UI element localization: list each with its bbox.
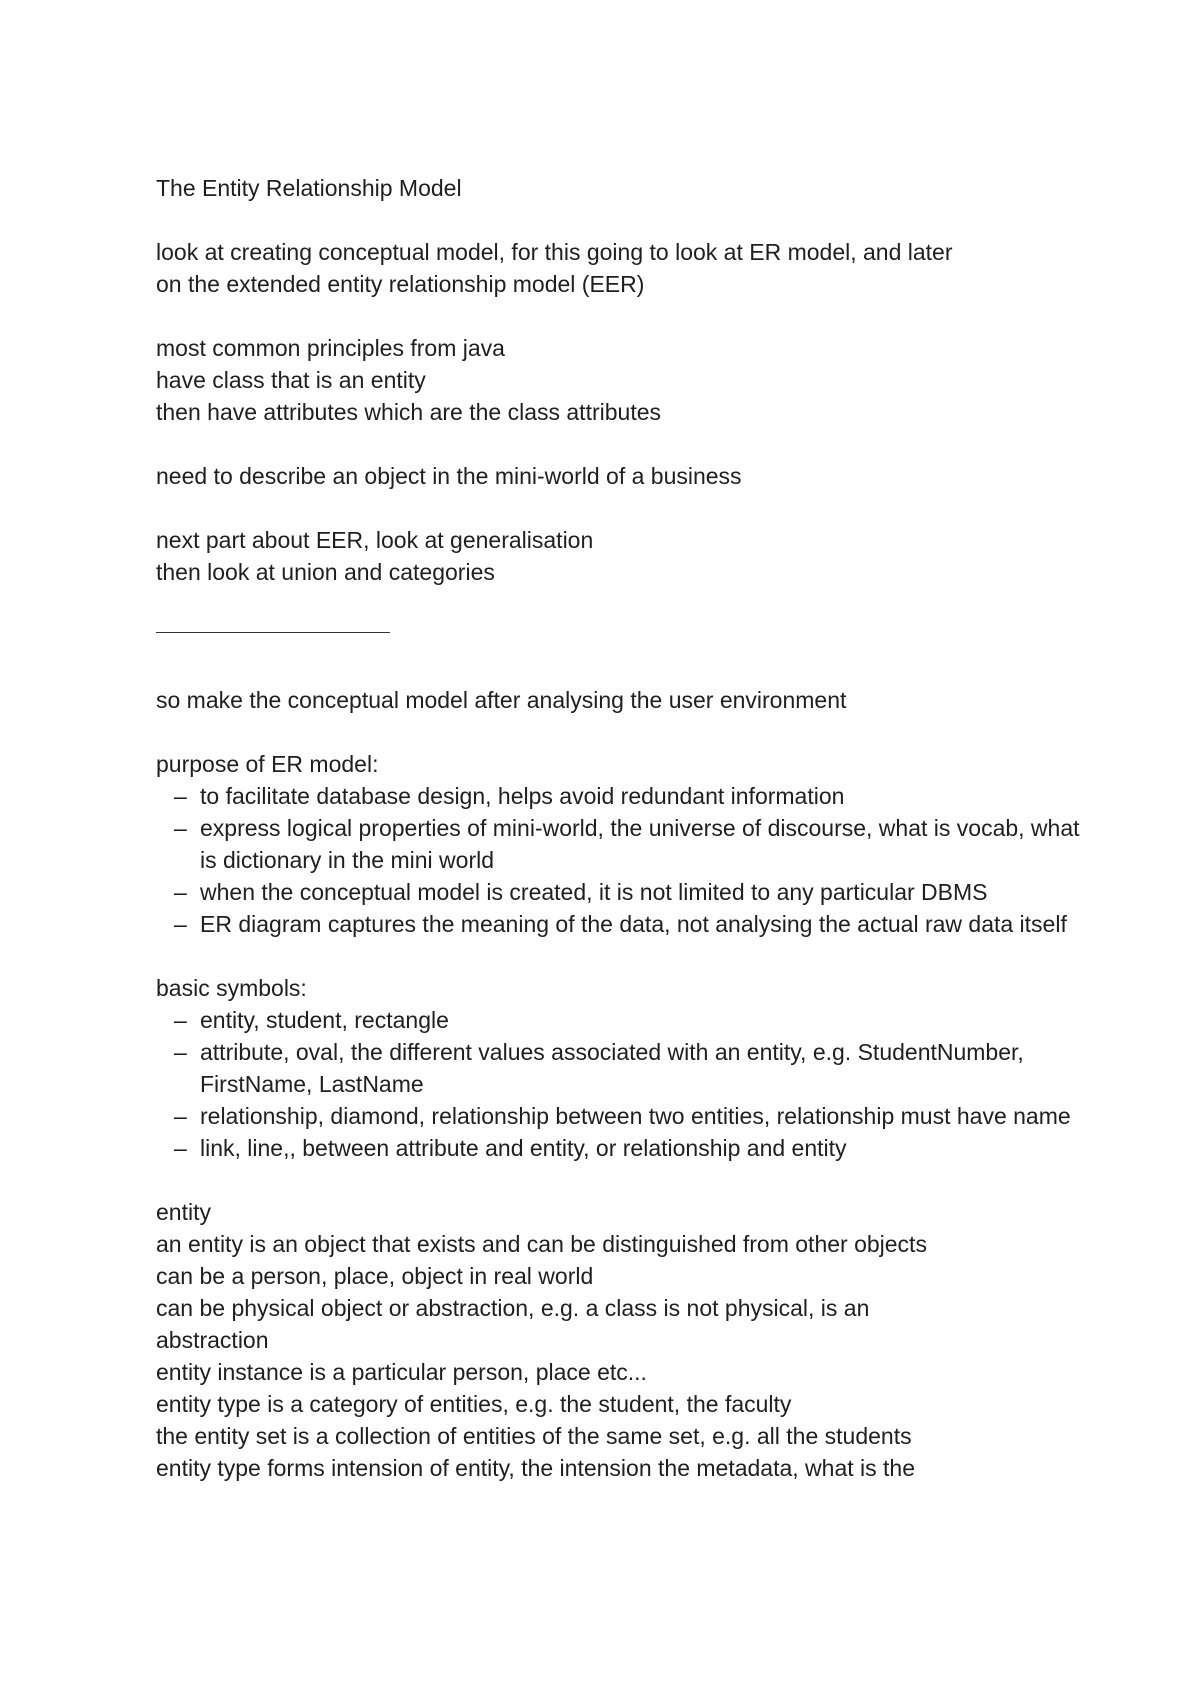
list-item-text: relationship, diamond, relationship between two entities, relationship must have name (200, 1103, 1071, 1129)
spacer (156, 1164, 1050, 1196)
spacer (156, 204, 1050, 236)
entity-line: entity type forms intension of entity, the intension the metadata, what is the (156, 1455, 915, 1481)
purpose-list (156, 780, 1080, 940)
java-principles-line: most common principles from java (156, 335, 505, 361)
list-item (156, 1100, 1090, 1132)
list-item-text: link, line,, between attribute and entity, or relationship and entity (200, 1135, 847, 1161)
java-principles-line: have class that is an entity (156, 367, 426, 393)
dash-marker: – (174, 1135, 187, 1161)
dash-marker: – (174, 815, 187, 841)
entity-line: abstraction (156, 1327, 269, 1353)
spacer (156, 300, 1050, 332)
list-item-text: when the conceptual model is created, it is not limited to any particular DBMS (200, 879, 988, 905)
describe-line: need to describe an object in the mini-world of a business (156, 463, 742, 489)
dash-marker: – (174, 1007, 187, 1033)
list-item-text: attribute, oval, the different values associated with an entity, e.g. StudentNumber, FirstName, LastName (200, 1039, 1024, 1097)
spacer (156, 492, 1050, 524)
spacer (156, 940, 1050, 972)
dash-marker: – (174, 911, 187, 937)
intro-line: on the extended entity relationship model (EER) (156, 271, 645, 297)
symbols-section (156, 972, 1071, 1164)
dash-marker: – (174, 879, 187, 905)
list-item (156, 1132, 1090, 1164)
list-item (156, 1004, 1090, 1036)
list-item-text: ER diagram captures the meaning of the data, not analysing the actual raw data itself (200, 911, 1067, 937)
intro-paragraph (156, 236, 1050, 300)
list-item (156, 908, 1090, 940)
dash-marker: – (174, 1039, 187, 1065)
list-item-text: to facilitate database design, helps avoid redundant information (200, 783, 845, 809)
entity-line: entity instance is a particular person, place etc... (156, 1359, 647, 1385)
spacer (156, 428, 1050, 460)
java-principles-paragraph (156, 332, 1050, 428)
entity-line: the entity set is a collection of entities of the same set, e.g. all the students (156, 1423, 912, 1449)
symbols-list (156, 1004, 1071, 1164)
analysing-line: so make the conceptual model after analysing the user environment (156, 687, 847, 713)
list-item (156, 812, 1090, 876)
symbols-heading: basic symbols: (156, 975, 307, 1001)
list-item (156, 780, 1090, 812)
list-item-text: express logical properties of mini-world, the universe of discourse, what is vocab, what is dictionary in the mini world (200, 815, 1080, 873)
entity-heading: entity (156, 1199, 211, 1225)
entity-section (156, 1196, 1050, 1484)
separator-rule (156, 632, 390, 633)
list-item (156, 876, 1090, 908)
entity-line: can be a person, place, object in real world (156, 1263, 594, 1289)
list-item-text: entity, student, rectangle (200, 1007, 449, 1033)
purpose-section (156, 748, 1080, 940)
spacer (156, 716, 1050, 748)
dash-marker: – (174, 1103, 187, 1129)
intro-line: look at creating conceptual model, for this going to look at ER model, and later (156, 239, 953, 265)
java-principles-line: then have attributes which are the class attributes (156, 399, 662, 425)
next-part-line: next part about EER, look at generalisation (156, 527, 594, 553)
entity-line: can be physical object or abstraction, e.g. a class is not physical, is an (156, 1295, 870, 1321)
purpose-heading: purpose of ER model: (156, 751, 379, 777)
list-item (156, 1036, 1090, 1100)
entity-line: an entity is an object that exists and can be distinguished from other objects (156, 1231, 927, 1257)
document-title: The Entity Relationship Model (156, 175, 462, 201)
dash-marker: – (174, 783, 187, 809)
entity-line: entity type is a category of entities, e.g. the student, the faculty (156, 1391, 792, 1417)
next-part-paragraph (156, 524, 1050, 588)
next-part-line: then look at union and categories (156, 559, 495, 585)
